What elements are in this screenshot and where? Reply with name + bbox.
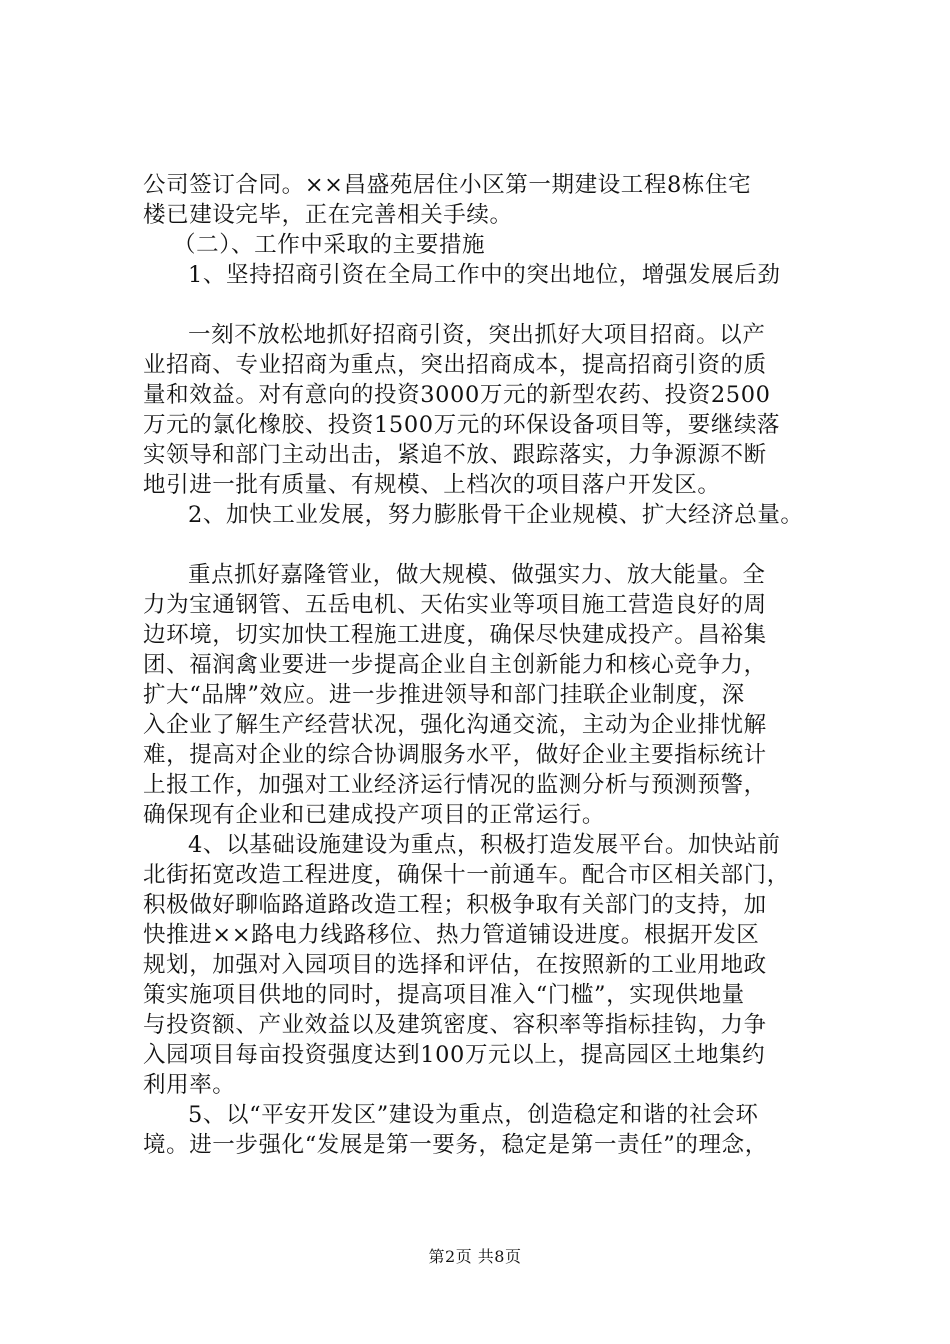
text-line: 入企业了解生产经营状况，强化沟通交流，主动为企业排忧解 [143, 712, 767, 738]
text-line: 业招商、专业招商为重点，突出招商成本，提高招商引资的质 [143, 352, 767, 378]
text-line: 策实施项目供地的同时，提高项目准入“门槛”，实现供地量 [143, 982, 745, 1008]
section-heading: （二）、工作中采取的主要措施 [173, 232, 486, 258]
text-line: 5、以“平安开发区”建设为重点，创造稳定和谐的社会环 [188, 1102, 759, 1128]
text-line: 扩大“品牌”效应。进一步推进领导和部门挂联企业制度，深 [143, 682, 745, 708]
text-line: 万元的氯化橡胶、投资1500万元的环保设备项目等，要继续落 [143, 412, 781, 438]
text-line: 上报工作，加强对工业经济运行情况的监测分析与预测预警， [143, 772, 767, 798]
text-line: 实领导和部门主动出击，紧追不放、跟踪落实，力争源源不断 [143, 442, 767, 468]
text-line: 力为宝通钢管、五岳电机、天佑实业等项目施工营造良好的周 [143, 592, 767, 618]
text-line: 地引进一批有质量、有规模、上档次的项目落户开发区。 [143, 472, 721, 498]
text-line: 重点抓好嘉隆管业，做大规模、做强实力、放大能量。全 [188, 562, 766, 588]
text-line: 规划，加强对入园项目的选择和评估，在按照新的工业用地政 [143, 952, 767, 978]
text-line: 公司签订合同。××昌盛苑居住小区第一期建设工程8栋住宅 [143, 172, 752, 198]
text-line: 量和效益。对有意向的投资3000万元的新型农药、投资2500 [143, 382, 771, 408]
text-line: 入园项目每亩投资强度达到100万元以上，提高园区土地集约 [143, 1042, 766, 1068]
text-line: 利用率。 [143, 1072, 236, 1098]
page-footer: 第2页 共8页 [428, 1247, 522, 1266]
text-line: 一刻不放松地抓好招商引资，突出抓好大项目招商。以产 [188, 322, 766, 348]
subsection-heading: 2、加快工业发展，努力膨胀骨干企业规模、扩大经济总量。 [188, 502, 804, 528]
subsection-heading: 1、坚持招商引资在全局工作中的突出地位，增强发展后劲 [188, 262, 781, 288]
text-line: 积极做好聊临路道路改造工程；积极争取有关部门的支持，加 [143, 892, 767, 918]
document-body [143, 170, 833, 1160]
text-line: 楼已建设完毕，正在完善相关手续。 [143, 202, 513, 228]
text-line: 团、福润禽业要进一步提高企业自主创新能力和核心竞争力， [143, 652, 767, 678]
text-line: 4、以基础设施建设为重点，积极打造发展平台。加快站前 [188, 832, 781, 858]
text-line: 确保现有企业和已建成投产项目的正常运行。 [143, 802, 606, 828]
text-line: 北街拓宽改造工程进度，确保十一前通车。配合市区相关部门， [143, 862, 790, 888]
text-line: 边环境，切实加快工程施工进度，确保尽快建成投产。昌裕集 [143, 622, 767, 648]
text-line: 难，提高对企业的综合协调服务水平，做好企业主要指标统计 [143, 742, 767, 768]
text-line: 境。进一步强化“发展是第一要务，稳定是第一责任”的理念， [143, 1132, 768, 1158]
text-line: 快推进××路电力线路移位、热力管道铺设进度。根据开发区 [143, 922, 760, 948]
text-line: 与投资额、产业效益以及建筑密度、容积率等指标挂钩，力争 [143, 1012, 767, 1038]
